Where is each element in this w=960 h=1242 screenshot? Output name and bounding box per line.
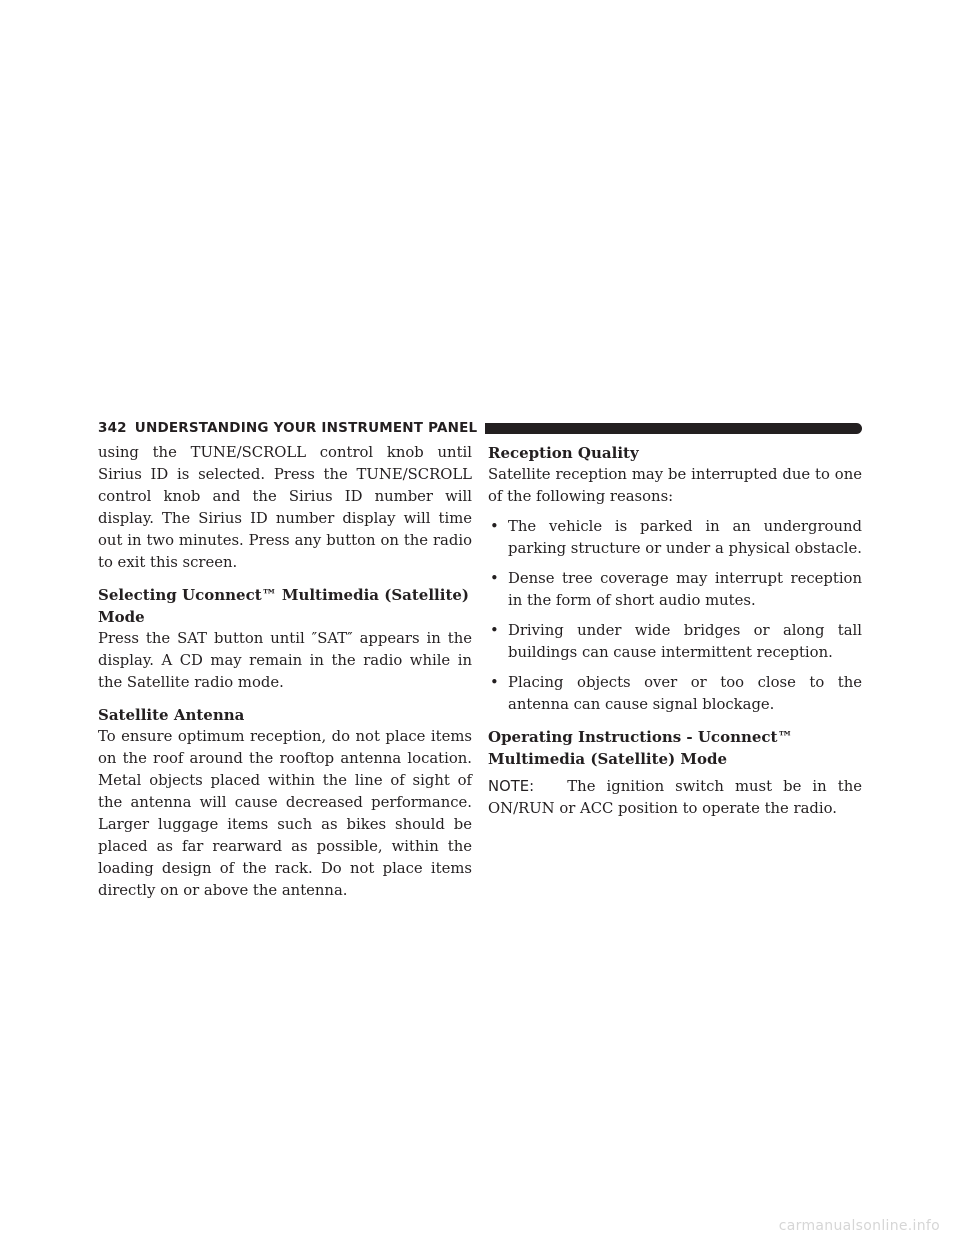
page-number: 342 (98, 420, 127, 436)
intro-paragraph: using the TUNE/SCROLL control knob until Sirius ID is selected. Press the TUNE/SCROLL control knob and the Sirius ID number will display. The Sirius ID number display will time out in two minutes. Press any button on the radio to exit this screen. (98, 444, 472, 571)
header-bar (485, 423, 862, 434)
bullet-dot: • (490, 518, 499, 535)
selecting-mode-heading: Selecting Uconnect™ Multimedia (Satellite) Mode (98, 586, 470, 626)
left-column (98, 442, 472, 902)
bullet-dot: • (490, 570, 499, 587)
note-label: NOTE: (488, 778, 535, 795)
operating-instructions-heading: Operating Instructions - Uconnect™ Multimedia (Satellite) Mode (488, 728, 793, 768)
bullet-item: • Driving under wide bridges or along tall buildings can cause intermittent reception. (490, 622, 862, 661)
bullet-dot: • (490, 674, 499, 691)
watermark: carmanualsonline.info (778, 1218, 940, 1234)
page-header (98, 418, 862, 438)
reception-quality-heading: Reception Quality (488, 444, 639, 462)
reception-quality-text: Satellite reception may be interrupted due to one of the following reasons: (488, 466, 862, 505)
section-title: UNDERSTANDING YOUR INSTRUMENT PANEL (134, 420, 478, 436)
bullet-item: • Dense tree coverage may interrupt reception in the form of short audio mutes. (490, 570, 862, 609)
bullet-item: • Placing objects over or too close to the antenna can cause signal blockage. (490, 674, 862, 713)
bullet-dot: • (490, 622, 499, 639)
selecting-mode-text: Press the SAT button until ″SAT″ appears in the display. A CD may remain in the radio while in the Satellite radio mode. (98, 630, 472, 691)
satellite-antenna-text: To ensure optimum reception, do not place items on the roof around the rooftop antenna location. Metal objects placed within the line of sight of the antenna will cause decreased performance. Larger luggage items such as bikes should be placed as far rearward as possible, within the loading design of the rack. Do not place items directly on or above the antenna. (98, 728, 472, 899)
note-paragraph (488, 776, 862, 820)
right-column (488, 442, 862, 820)
bullet-item: • The vehicle is parked in an underground parking structure or under a physical obstacle. (490, 518, 862, 557)
note-text: The ignition switch must be in the ON/RUN or ACC position to operate the radio. (488, 778, 862, 817)
satellite-antenna-heading: Satellite Antenna (98, 706, 245, 724)
